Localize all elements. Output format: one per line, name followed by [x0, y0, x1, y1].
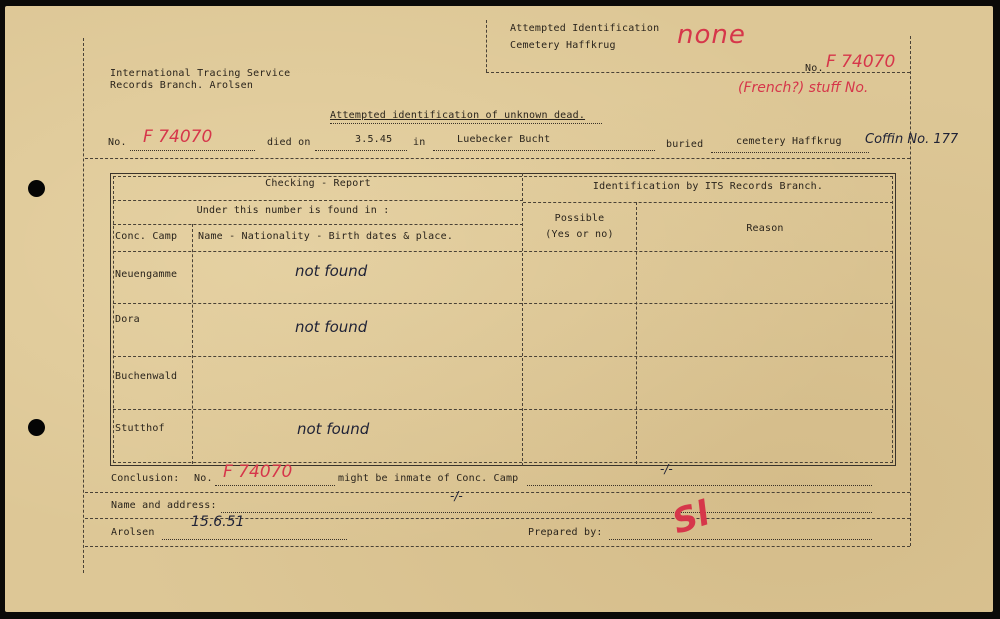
table-line-under	[113, 224, 523, 225]
name-address-dots	[221, 512, 872, 513]
header-line-1: Attempted Identification	[510, 23, 660, 34]
header-box-left-line	[486, 20, 487, 72]
conclusion-no-dots	[215, 485, 335, 486]
left-margin-line	[83, 38, 84, 573]
report-table-inner	[113, 176, 893, 463]
org-line-1: International Tracing Service	[110, 68, 291, 79]
org-line-2: Records Branch. Arolsen	[110, 80, 254, 91]
prepared-initials: Sl	[667, 493, 715, 543]
conclusion-label: Conclusion:	[111, 473, 180, 484]
col-possible-header-2: (Yes or no)	[545, 229, 614, 240]
buried-value: cemetery Haffkrug	[736, 136, 842, 147]
conclusion-separator	[85, 492, 910, 493]
record-separator	[85, 158, 910, 159]
place-label: Arolsen	[111, 527, 155, 538]
title-underline	[330, 123, 602, 124]
coffin-number: Coffin No. 177	[865, 132, 959, 147]
header-no-value: F 74070	[826, 52, 896, 72]
footer-separator	[85, 546, 910, 547]
handwritten-none: none	[677, 20, 746, 50]
record-no-value: F 74070	[143, 127, 213, 147]
died-on-value: 3.5.45	[355, 134, 393, 145]
prepared-dots	[609, 539, 872, 540]
in-label: in	[413, 137, 426, 148]
table-line-checking	[113, 200, 523, 201]
header-no-label: No.	[805, 63, 824, 74]
form-title: Attempted identification of unknown dead.	[330, 110, 586, 121]
name-address-label: Name and address:	[111, 500, 217, 511]
conclusion-no-value: F 74070	[223, 462, 293, 482]
in-dots	[433, 150, 655, 151]
table-row-camp: Stutthof	[115, 423, 165, 434]
punch-hole-top	[28, 180, 45, 197]
conclusion-dash: -/-	[660, 462, 673, 476]
table-line-identification	[523, 202, 893, 203]
buried-dots	[711, 152, 869, 153]
checking-report-header: Checking - Report	[265, 178, 371, 189]
table-row-camp: Neuengamme	[115, 269, 178, 280]
record-no-label: No.	[108, 137, 127, 148]
right-margin-line	[910, 36, 911, 546]
table-row-line-1	[113, 303, 893, 304]
header-box-bottom-line	[486, 72, 910, 73]
under-number-header: Under this number is found in :	[196, 205, 390, 216]
table-row-result: not found	[295, 262, 368, 280]
col-name-header: Name - Nationality - Birth dates & place.	[198, 231, 454, 242]
table-divider-camp	[192, 224, 193, 464]
died-on-label: died on	[267, 137, 311, 148]
date-value: 15.6.51	[191, 514, 245, 530]
col-possible-header-1: Possible	[554, 213, 605, 224]
in-value: Luebecker Bucht	[457, 134, 551, 145]
table-row-line-3	[113, 409, 893, 410]
table-divider-possible	[636, 202, 637, 464]
col-reason-header: Reason	[746, 223, 784, 234]
punch-hole-bottom	[28, 419, 45, 436]
conclusion-dots	[527, 485, 872, 486]
table-row-camp: Buchenwald	[115, 371, 178, 382]
col-camp-header: Conc. Camp	[115, 231, 178, 242]
record-card	[5, 6, 993, 612]
name-address-dash: -/-	[450, 489, 463, 503]
french-annotation: (French?) stuff No.	[738, 80, 869, 96]
prepared-label: Prepared by:	[528, 527, 603, 538]
died-on-dots	[315, 150, 407, 151]
table-row-result: not found	[297, 420, 370, 438]
table-row-result: not found	[295, 318, 368, 336]
date-dots	[162, 539, 347, 540]
conclusion-text: might be inmate of Conc. Camp	[338, 473, 519, 484]
table-row-camp: Dora	[115, 314, 140, 325]
table-row-line-2	[113, 356, 893, 357]
buried-label: buried	[666, 139, 704, 150]
conclusion-no-label: No.	[194, 473, 213, 484]
table-line-header	[113, 251, 893, 252]
header-line-2: Cemetery Haffkrug	[510, 40, 616, 51]
record-no-dots	[130, 150, 255, 151]
identification-header: Identification by ITS Records Branch.	[592, 181, 824, 192]
